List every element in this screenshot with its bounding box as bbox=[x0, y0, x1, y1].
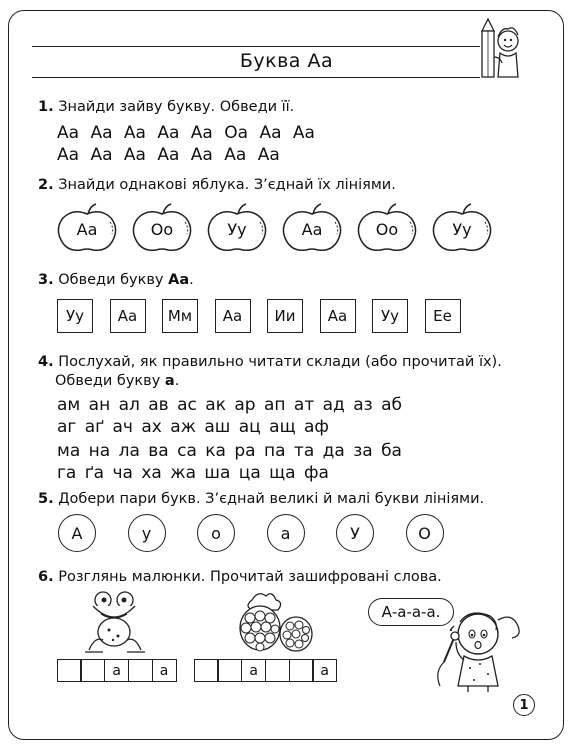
syllables-line-2: аг аґ ач ах аж аш ац ащ аф bbox=[57, 417, 329, 437]
letter-box-2[interactable]: Аа bbox=[110, 299, 146, 333]
apple-label: Уу bbox=[227, 220, 247, 239]
apple-1[interactable] bbox=[56, 202, 122, 252]
speech-bubble: А-а-а-а. bbox=[368, 598, 454, 626]
pencil-kid-icon bbox=[474, 17, 524, 81]
apple-3[interactable] bbox=[206, 202, 272, 252]
title-rule-top bbox=[32, 46, 480, 47]
raspberry-icon bbox=[232, 590, 316, 654]
apple-2[interactable] bbox=[131, 202, 197, 252]
task-6-text: Розглянь малюнки. Прочитай зашифровані слова. bbox=[58, 569, 442, 585]
letter-cell[interactable] bbox=[57, 659, 82, 682]
singing-girl-icon bbox=[418, 604, 528, 694]
task-4-instruction-line-2 bbox=[55, 373, 179, 389]
letter-cell[interactable] bbox=[80, 659, 105, 682]
word-1-cells bbox=[58, 659, 177, 682]
apples-row bbox=[56, 202, 506, 252]
letter-box-7[interactable]: Уу bbox=[372, 299, 408, 333]
page-title: Буква Аа bbox=[239, 50, 334, 72]
task-1-text: Знайди зайву букву. Обведи її. bbox=[58, 99, 295, 115]
apple-label: Оо bbox=[375, 220, 399, 239]
letter-box-8[interactable]: Ее bbox=[425, 299, 461, 333]
word-2-cells bbox=[195, 659, 337, 682]
letter-cell[interactable] bbox=[128, 659, 153, 682]
task-3-text: Обведи букву bbox=[58, 272, 169, 288]
task-4-text-2-end: . bbox=[174, 373, 180, 389]
task-3-number: 3. bbox=[38, 272, 54, 288]
syllables-line-1: ам ан ал ав ас ак ар ап ат ад аз аб bbox=[57, 395, 402, 415]
letter-cell[interactable] bbox=[217, 659, 242, 682]
task-4-number: 4. bbox=[38, 354, 54, 370]
apple-label: Оо bbox=[150, 220, 174, 239]
task-1-instruction bbox=[38, 99, 294, 115]
letter-cell[interactable]: а bbox=[312, 659, 337, 682]
letter-circle-1[interactable]: А bbox=[58, 514, 96, 552]
letter-box-5[interactable]: Ии bbox=[267, 299, 303, 333]
task-3-text-end: . bbox=[189, 272, 194, 288]
task-4-letter: а bbox=[164, 373, 175, 389]
task-6-instruction bbox=[38, 569, 442, 585]
page-number: 1 bbox=[513, 694, 535, 716]
task-1-letters-line-2: Аа Аа Аа Аа Аа Аа Аа bbox=[57, 145, 280, 165]
letter-cell[interactable]: а bbox=[104, 659, 129, 682]
task-4-text: Послухай, як правильно читати склади (або прочитай їх). bbox=[58, 354, 502, 370]
letter-box-4[interactable]: Аа bbox=[215, 299, 251, 333]
letter-circle-6[interactable]: О bbox=[406, 514, 444, 552]
task-3-instruction bbox=[38, 272, 194, 288]
letter-circle-2[interactable]: у bbox=[128, 514, 166, 552]
letter-cell[interactable]: а bbox=[152, 659, 177, 682]
letter-boxes-row bbox=[57, 299, 477, 333]
title-rule-bottom bbox=[32, 77, 480, 78]
apple-4[interactable] bbox=[281, 202, 347, 252]
letter-circles-row bbox=[58, 514, 475, 552]
task-4-text-2: Обведи букву bbox=[55, 373, 165, 389]
task-2-number: 2. bbox=[38, 177, 54, 193]
task-5-text: Добери пари букв. З’єднай великі й малі букви лініями. bbox=[58, 491, 485, 507]
letter-cell[interactable] bbox=[194, 659, 219, 682]
task-5-number: 5. bbox=[38, 491, 54, 507]
task-1-number: 1. bbox=[38, 99, 54, 115]
letter-box-6[interactable]: Аа bbox=[320, 299, 356, 333]
task-2-instruction bbox=[38, 177, 396, 193]
task-4-instruction-line-1 bbox=[38, 354, 502, 370]
apple-5[interactable] bbox=[356, 202, 422, 252]
apple-label: Аа bbox=[76, 220, 98, 239]
task-3-letter: Аа bbox=[168, 272, 190, 288]
frog-icon bbox=[83, 586, 147, 656]
letter-circle-3[interactable]: о bbox=[197, 514, 235, 552]
letter-circle-4[interactable]: а bbox=[267, 514, 305, 552]
letter-cell[interactable] bbox=[289, 659, 314, 682]
task-5-instruction bbox=[38, 491, 484, 507]
syllables-line-4: га ґа ча ха жа ша ца ща фа bbox=[57, 463, 329, 483]
task-6-number: 6. bbox=[38, 569, 54, 585]
letter-circle-5[interactable]: У bbox=[336, 514, 374, 552]
task-2-text: Знайди однакові яблука. З’єднай їх лініями. bbox=[58, 177, 396, 193]
apple-6[interactable] bbox=[431, 202, 497, 252]
apple-label: Уу bbox=[452, 220, 472, 239]
syllables-line-3: ма на ла ва са ка ра па та да за ба bbox=[57, 441, 402, 461]
task-1-letters-line-1: Аа Аа Аа Аа Аа Оа Аа Аа bbox=[57, 123, 315, 143]
letter-box-1[interactable]: Уу bbox=[57, 299, 93, 333]
letter-cell[interactable]: а bbox=[241, 659, 266, 682]
letter-box-3[interactable]: Мм bbox=[162, 299, 198, 333]
letter-cell[interactable] bbox=[265, 659, 290, 682]
apple-label: Аа bbox=[301, 220, 323, 239]
